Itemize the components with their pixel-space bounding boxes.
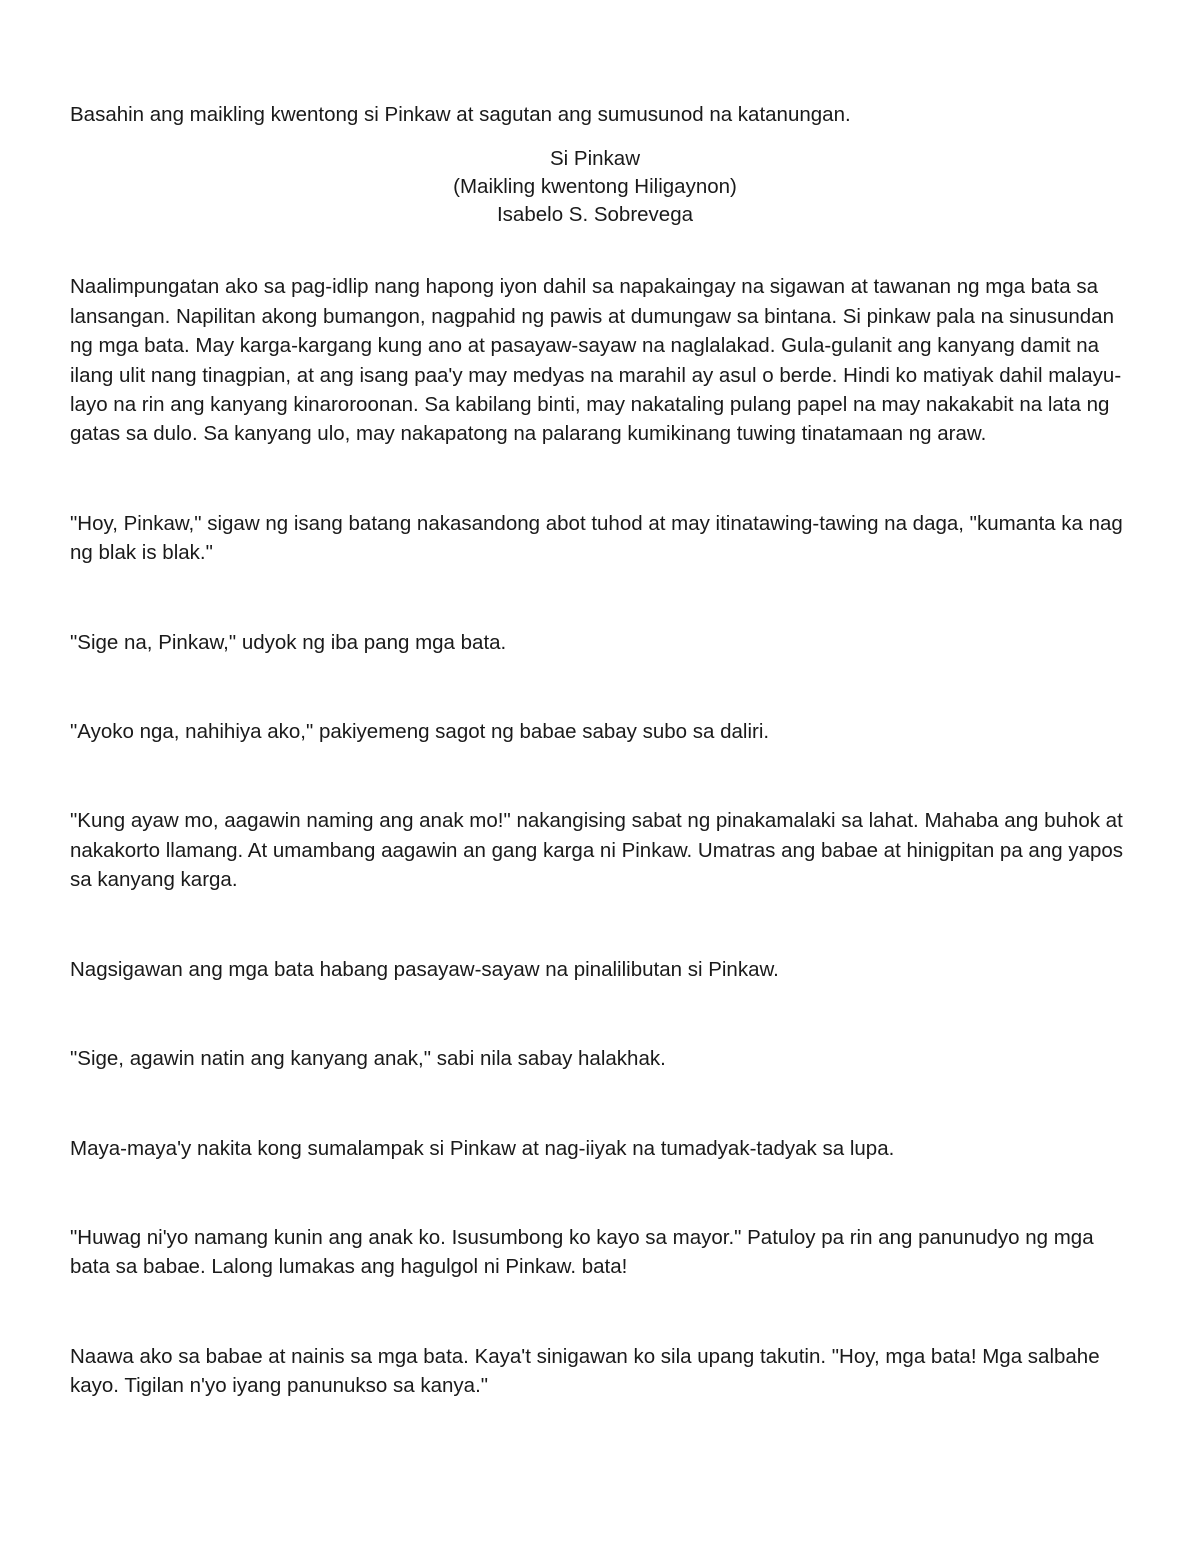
story-paragraph: Naalimpungatan ako sa pag-idlip nang hapong iyon dahil sa napakaingay na sigawan at tawanan ng mga bata sa lansangan. Napilitan akong bumangon, nagpahid ng pawis at dumungaw sa bintana. Si pinkaw pala na sinusundan ng mga bata. May karga-kargang kung ano at pasayaw-sayaw na naglalakad. Gula-gulanit ang kanyang damit na ilang ulit nang tinagpian, at ang isang paa'y may medyas na marahil ay asul o berde. Hindi ko matiyak dahil malayu-layo na rin ang kanyang kinaroroonan. Sa kabilang binti, may nakataling pulang papel na may nakakabit na lata ng gatas sa dulo. Sa kanyang ulo, may nakapatong na palarang kumikinang tuwing tinatamaan ng araw. bbox=[70, 275, 1122, 446]
story-author: Isabelo S. Sobrevega bbox=[496, 203, 694, 227]
story-paragraph: "Sige, agawin natin ang kanyang anak," sabi nila sabay halakhak. bbox=[70, 1047, 666, 1071]
story-paragraph: "Hoy, Pinkaw," sigaw ng isang batang nakasandong abot tuhod at may itinatawing-tawing na daga, "kumanta ka nag ng blak is blak." bbox=[70, 511, 1123, 565]
story-paragraph: Maya-maya'y nakita kong sumalampak si Pinkaw at nag-iiyak na tumadyak-tadyak sa lupa. bbox=[70, 1136, 895, 1160]
story-paragraph: "Kung ayaw mo, aagawin naming ang anak mo!" nakangising sabat ng pinakamalaki sa lahat. Mahaba ang buhok at nakakorto llamang. At umambang aagawin an gang karga ni Pinkaw. Umatras ang babae at hinigpitan pa ang yapos sa kanyang karga. bbox=[70, 809, 1124, 892]
story-paragraph: "Sige na, Pinkaw," udyok ng iba pang mga bata. bbox=[70, 630, 507, 654]
story-subtitle: (Maikling kwentong Hiligaynon) bbox=[453, 175, 737, 199]
story-title: Si Pinkaw bbox=[549, 147, 640, 171]
story-paragraph: Naawa ako sa babae at nainis sa mga bata. Kaya't sinigawan ko sila upang takutin. "Hoy, mga bata! Mga salbahe kayo. Tigilan n'yo iyang panunukso sa kanya." bbox=[70, 1344, 1100, 1398]
instruction-text: Basahin ang maikling kwentong si Pinkaw at sagutan ang sumusunod na katanungan. bbox=[70, 103, 851, 126]
document-page bbox=[70, 100, 1130, 1401]
story-paragraph: Nagsigawan ang mga bata habang pasayaw-sayaw na pinalilibutan si Pinkaw. bbox=[70, 957, 779, 981]
story-paragraph: "Ayoko nga, nahihiya ako," pakiyemeng sagot ng babae sabay subo sa daliri. bbox=[70, 720, 770, 744]
story-paragraph: "Huwag ni'yo namang kunin ang anak ko. Isusumbong ko kayo sa mayor." Patuloy pa rin ang panunudyo ng mga bata sa babae. Lalong lumakas ang hagulgol ni Pinkaw. bata! bbox=[70, 1225, 1094, 1279]
story-heading bbox=[60, 145, 1130, 229]
